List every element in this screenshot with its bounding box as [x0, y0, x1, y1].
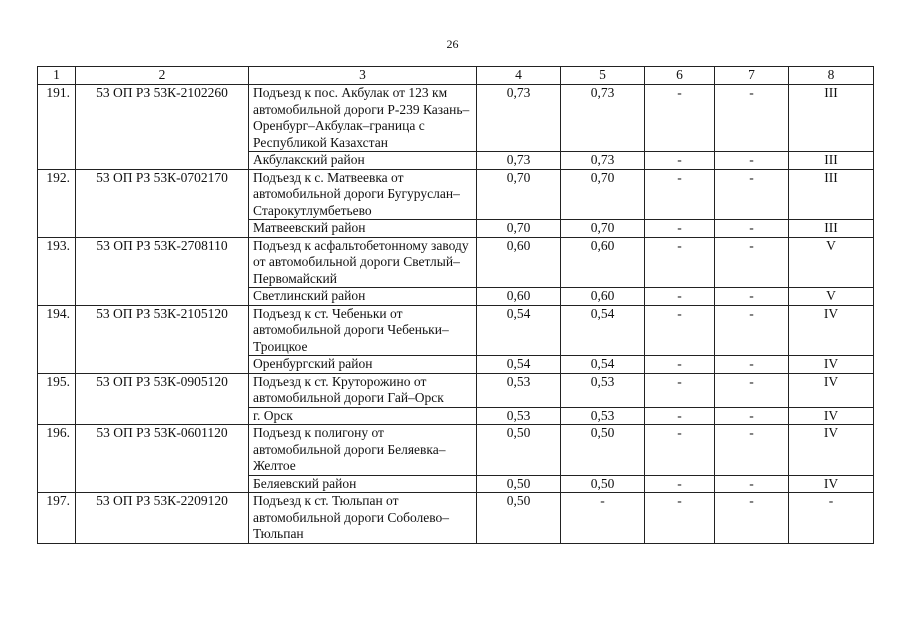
road-name: Подъезд к полигону от автомобильной дороги Беляевка–Желтое	[249, 425, 477, 476]
district-value-col7: -	[715, 356, 789, 374]
district-name: г. Орск	[249, 407, 477, 425]
column-header: 1	[38, 67, 76, 85]
road-code: 53 ОП РЗ 53К-2105120	[76, 305, 249, 373]
district-length-col4: 0,60	[477, 288, 561, 306]
district-category: IV	[789, 407, 874, 425]
value-col6: -	[645, 169, 715, 220]
column-header: 3	[249, 67, 477, 85]
table-row	[38, 85, 874, 152]
road-category: IV	[789, 373, 874, 407]
district-value-col7: -	[715, 407, 789, 425]
value-col7: -	[715, 169, 789, 220]
road-name: Подъезд к пос. Акбулак от 123 км автомобильной дороги Р-239 Казань–Оренбург–Акбулак–граница с Республикой Казахстан	[249, 85, 477, 152]
district-name: Акбулакский район	[249, 152, 477, 170]
row-number: 193.	[38, 237, 76, 305]
table-row	[38, 237, 874, 288]
value-col7: -	[715, 425, 789, 476]
length-col4: 0,60	[477, 237, 561, 288]
road-category: III	[789, 169, 874, 220]
district-name: Матвеевский район	[249, 220, 477, 238]
district-length-col5: 0,70	[561, 220, 645, 238]
value-col7: -	[715, 493, 789, 544]
value-col6: -	[645, 425, 715, 476]
row-number: 197.	[38, 493, 76, 544]
district-category: IV	[789, 356, 874, 374]
page-number: 26	[446, 37, 459, 51]
road-name: Подъезд к ст. Чебеньки от автомобильной дороги Чебеньки–Троицкое	[249, 305, 477, 356]
length-col5: 0,70	[561, 169, 645, 220]
district-name: Беляевский район	[249, 475, 477, 493]
road-code: 53 ОП РЗ 53К-2209120	[76, 493, 249, 544]
district-category: III	[789, 152, 874, 170]
road-code: 53 ОП РЗ 53К-0905120	[76, 373, 249, 425]
district-category: IV	[789, 475, 874, 493]
district-length-col4: 0,50	[477, 475, 561, 493]
length-col5: 0,54	[561, 305, 645, 356]
district-length-col5: 0,60	[561, 288, 645, 306]
length-col5: 0,50	[561, 425, 645, 476]
table-header-row	[38, 67, 874, 85]
column-header: 7	[715, 67, 789, 85]
length-col5: -	[561, 493, 645, 544]
length-col5: 0,53	[561, 373, 645, 407]
row-number: 194.	[38, 305, 76, 373]
district-length-col5: 0,53	[561, 407, 645, 425]
district-length-col5: 0,73	[561, 152, 645, 170]
roads-table	[37, 66, 874, 544]
road-name: Подъезд к с. Матвеевка от автомобильной дороги Бугуруслан–Старокутлумбетьево	[249, 169, 477, 220]
road-code: 53 ОП РЗ 53К-2102260	[76, 85, 249, 170]
road-category: III	[789, 85, 874, 152]
table-row	[38, 305, 874, 356]
district-category: V	[789, 288, 874, 306]
value-col6: -	[645, 85, 715, 152]
column-header: 4	[477, 67, 561, 85]
table-row	[38, 169, 874, 220]
district-value-col6: -	[645, 407, 715, 425]
row-number: 196.	[38, 425, 76, 493]
length-col4: 0,53	[477, 373, 561, 407]
value-col6: -	[645, 237, 715, 288]
road-name: Подъезд к ст. Круторожино от автомобильной дороги Гай–Орск	[249, 373, 477, 407]
road-name: Подъезд к асфальтобетонному заводу от автомобильной дороги Светлый–Первомайский	[249, 237, 477, 288]
road-code: 53 ОП РЗ 53К-0601120	[76, 425, 249, 493]
table-row	[38, 425, 874, 476]
district-value-col7: -	[715, 220, 789, 238]
district-length-col4: 0,53	[477, 407, 561, 425]
road-code: 53 ОП РЗ 53К-0702170	[76, 169, 249, 237]
column-header: 8	[789, 67, 874, 85]
district-value-col7: -	[715, 288, 789, 306]
road-category: V	[789, 237, 874, 288]
district-category: III	[789, 220, 874, 238]
value-col6: -	[645, 493, 715, 544]
column-header: 2	[76, 67, 249, 85]
length-col5: 0,73	[561, 85, 645, 152]
district-value-col6: -	[645, 475, 715, 493]
length-col4: 0,73	[477, 85, 561, 152]
value-col7: -	[715, 237, 789, 288]
value-col6: -	[645, 305, 715, 356]
road-category: IV	[789, 425, 874, 476]
value-col7: -	[715, 373, 789, 407]
district-value-col7: -	[715, 475, 789, 493]
district-length-col4: 0,70	[477, 220, 561, 238]
district-value-col6: -	[645, 356, 715, 374]
table-row	[38, 493, 874, 544]
road-category: IV	[789, 305, 874, 356]
district-name: Оренбургский район	[249, 356, 477, 374]
row-number: 191.	[38, 85, 76, 170]
district-length-col4: 0,54	[477, 356, 561, 374]
length-col4: 0,54	[477, 305, 561, 356]
road-code: 53 ОП РЗ 53К-2708110	[76, 237, 249, 305]
value-col6: -	[645, 373, 715, 407]
road-name: Подъезд к ст. Тюльпан от автомобильной дороги Соболево–Тюльпан	[249, 493, 477, 544]
district-name: Светлинский район	[249, 288, 477, 306]
district-value-col6: -	[645, 152, 715, 170]
district-value-col7: -	[715, 152, 789, 170]
row-number: 192.	[38, 169, 76, 237]
length-col4: 0,70	[477, 169, 561, 220]
length-col5: 0,60	[561, 237, 645, 288]
road-category: -	[789, 493, 874, 544]
district-length-col4: 0,73	[477, 152, 561, 170]
district-value-col6: -	[645, 220, 715, 238]
value-col7: -	[715, 305, 789, 356]
value-col7: -	[715, 85, 789, 152]
length-col4: 0,50	[477, 493, 561, 544]
column-header: 6	[645, 67, 715, 85]
district-length-col5: 0,54	[561, 356, 645, 374]
district-value-col6: -	[645, 288, 715, 306]
table-row	[38, 373, 874, 407]
length-col4: 0,50	[477, 425, 561, 476]
column-header: 5	[561, 67, 645, 85]
district-length-col5: 0,50	[561, 475, 645, 493]
row-number: 195.	[38, 373, 76, 425]
